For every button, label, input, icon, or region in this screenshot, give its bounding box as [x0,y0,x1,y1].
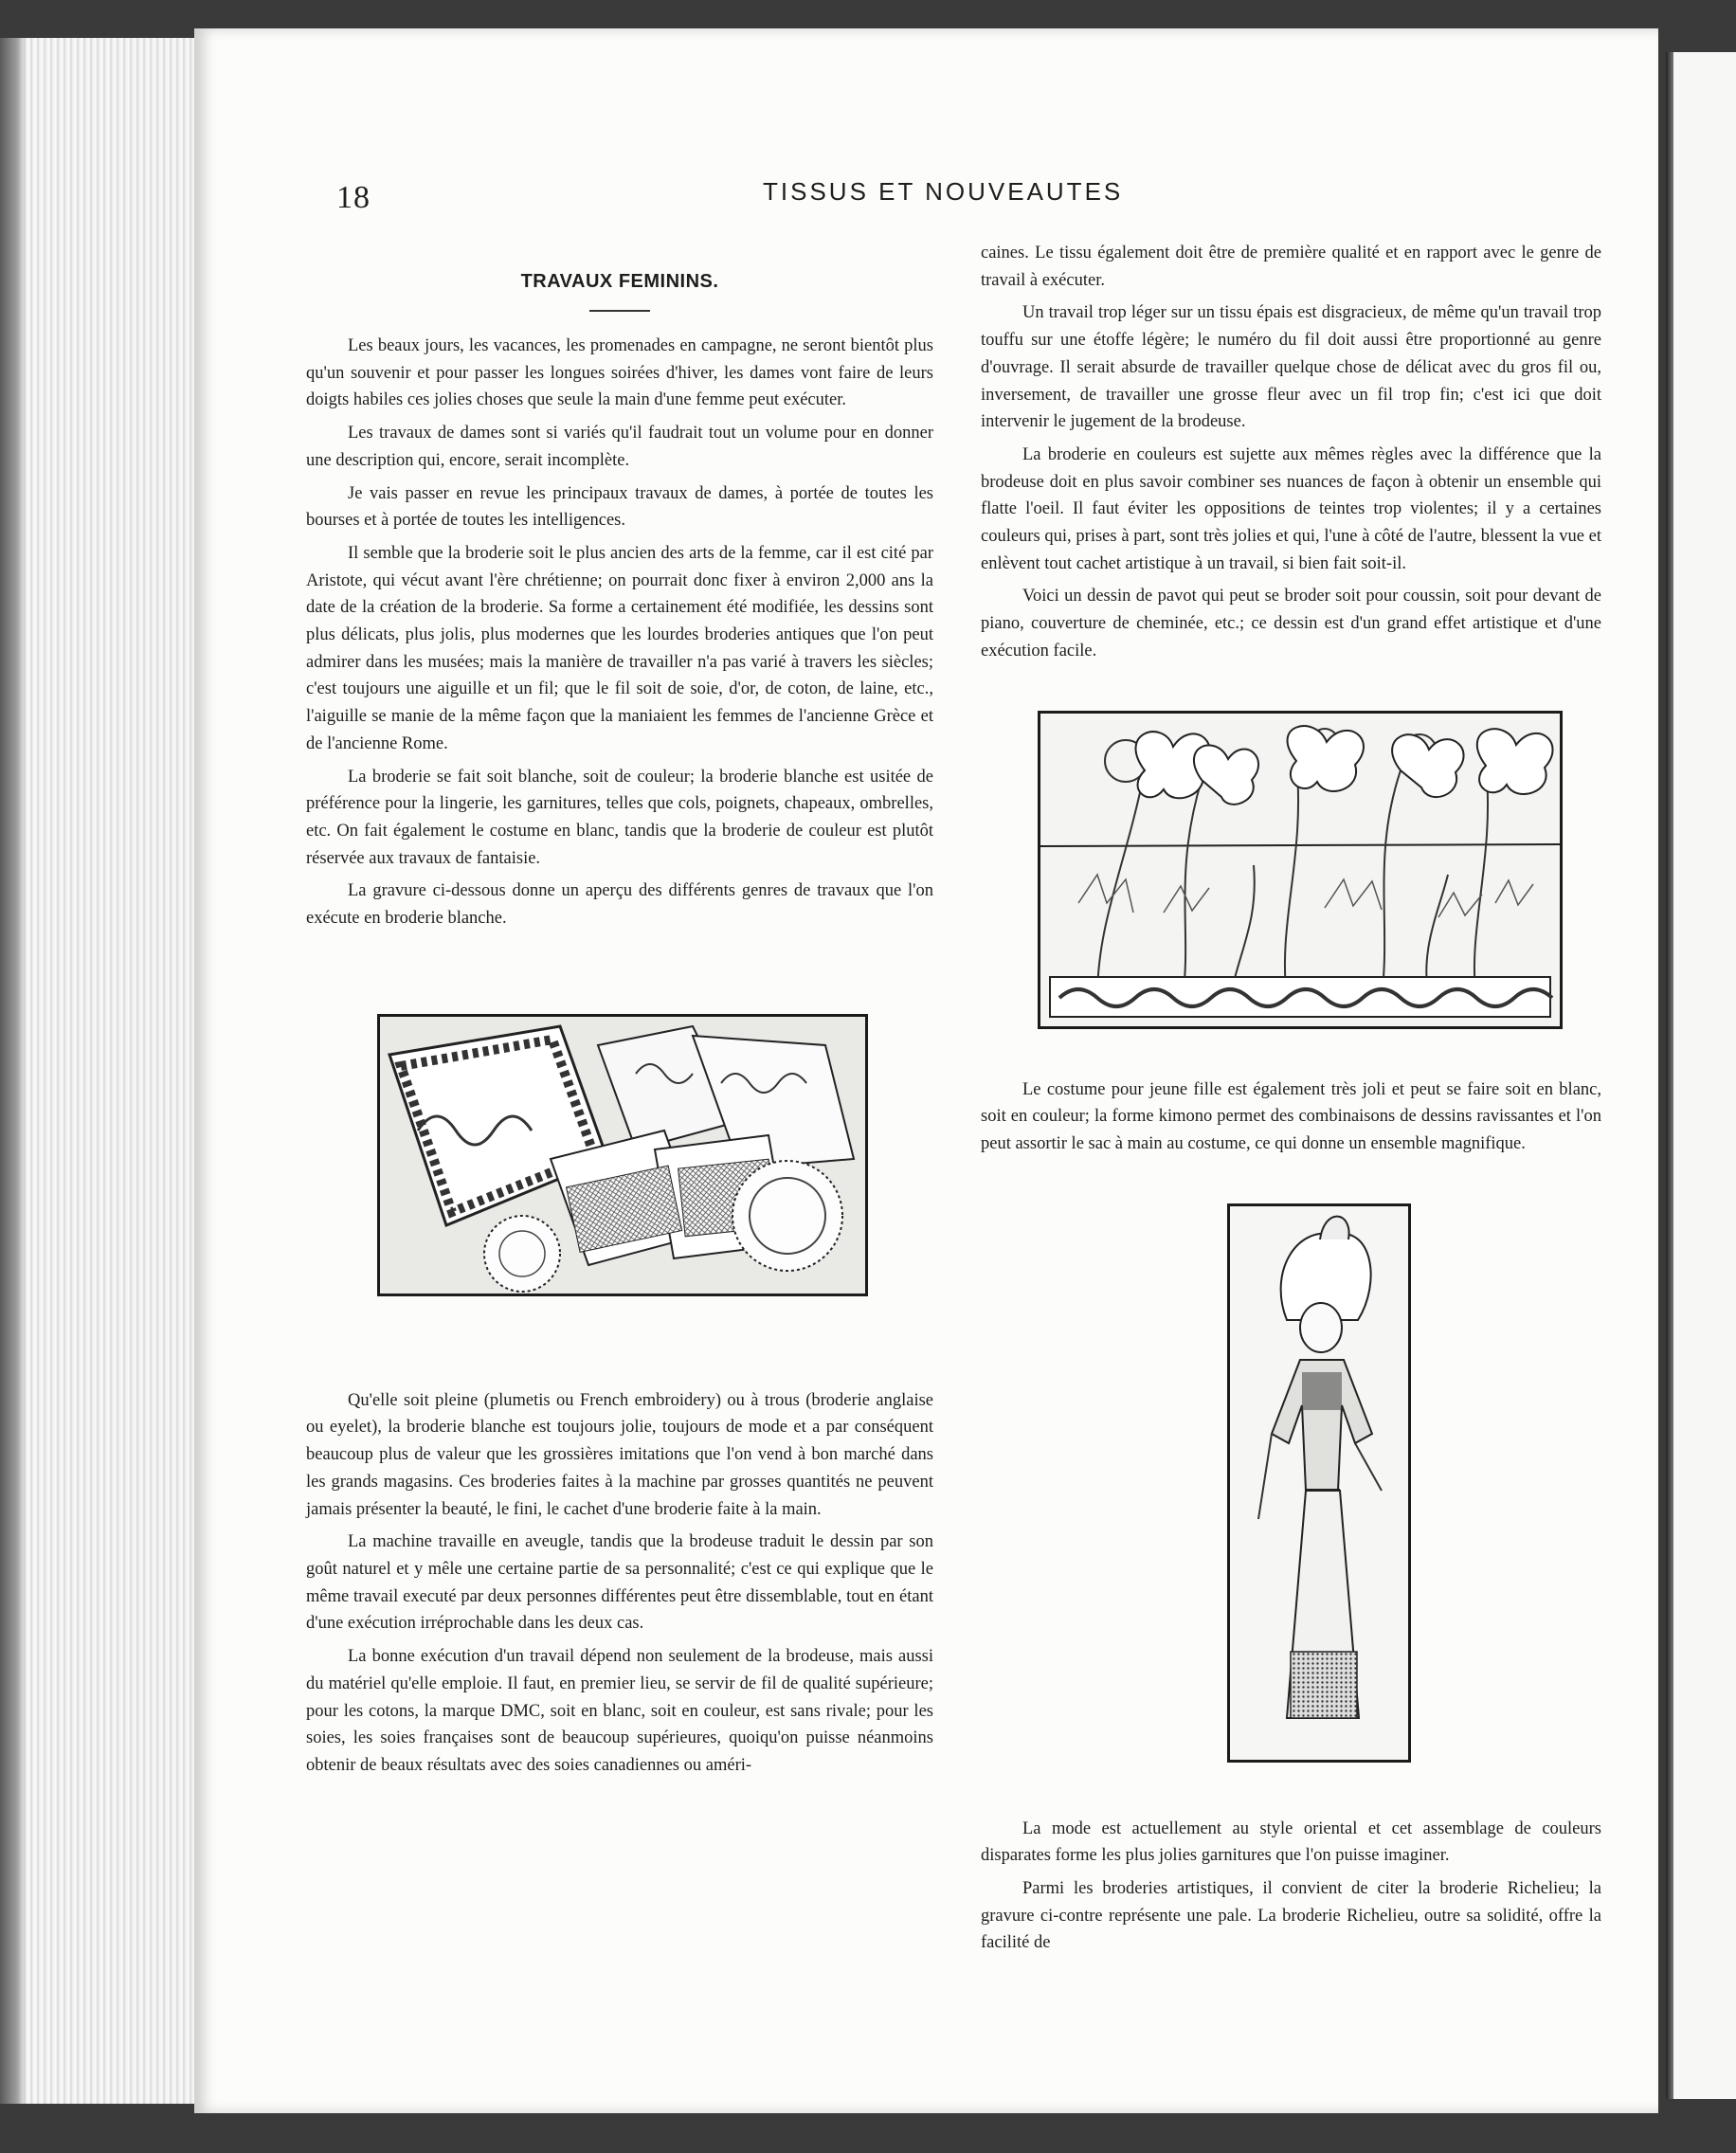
poppy-design-engraving-icon [1038,711,1563,1029]
paragraph: Les travaux de dames sont si variés qu'il faudrait tout un volume pour en donner une description qui, encore, serait incomplète. [306,424,933,470]
right-column [981,240,1601,1963]
paragraph: caines. Le tissu également doit être de première qualité et en rapport avec le genre de travail à exécuter. [981,244,1601,290]
paragraph: Le costume pour jeune fille est également très joli et peut se faire soit en blanc, soit en couleur; la forme kimono permet des combinaisons de dessins ravissantes et l'on peut assortir le sac à main au costume, ce qui donne un ensemble magnifique. [981,1079,1601,1153]
running-head: TISSUS ET NOUVEAUTES [763,177,1124,206]
magazine-page [194,28,1658,2113]
paragraph: La gravure ci-dessous donne un aperçu des différents genres de travaux que l'on exécute en broderie blanche. [306,881,933,929]
paragraph: Un travail trop léger sur un tissu épais est disgracieux, de même qu'un travail trop touffu sur une étoffe légère; le numéro du fil doit aussi être proportionné au genre d'ouvrage. Il serait absurde de travailler quelque chose de délicat avec du gros fil ou, inversement, de travailler une grosse fleur avec un fil trop fin; c'est ici que doit intervenir le jugement de la brodeuse. [981,303,1601,432]
paragraph: La mode est actuellement au style oriental et cet assemblage de couleurs disparates forme les plus jolies garnitures que l'on puisse imaginer. [981,1818,1601,1866]
page-number: 18 [336,180,371,215]
paragraph: Parmi les broderies artistiques, il convient de citer la broderie Richelieu; la gravure ci-contre représente une pale. La broderie Richelieu, outre sa solidité, offre la facilité de [981,1879,1601,1953]
paragraph: Voici un dessin de pavot qui peut se broder soit pour coussin, soit pour devant de piano, couverture de cheminée, etc.; ce dessin est d'un grand effet artistique et d'une exécution facile. [981,587,1601,660]
left-column [306,265,933,1785]
paragraph: La broderie en couleurs est sujette aux mêmes règles avec la différence que la brodeuse doit en plus savoir combiner ses nuances de façon à obtenir un ensemble qui flatte l'oeil. Il faut éviter les oppositions de teintes trop violentes; il y a certaines couleurs qui, prises à part, sont très jolies et qui, l'une à côté de l'autre, blessent la vue et enlèvent tout cachet artistique à un travail, si bien fait soit-il. [981,444,1601,573]
paragraph: La broderie se fait soit blanche, soit de couleur; la broderie blanche est usitée de préférence pour la lingerie, les garnitures, telles que cols, poignets, chapeaux, ombrelles, etc. On fait également le costume en blanc, tandis que la broderie de couleur est plutôt réservée aux travaux de fantaisie. [306,767,933,868]
facing-page-edge [1666,52,1736,2099]
paragraph: Il semble que la broderie soit le plus ancien des arts de la femme, car il est cité par Aristote, qui vécut avant l'ère chrétienne; on pourrait donc fixer à environ 2,000 ans la date de la création de la broderie. Sa forme a certainement été modifiée, les dessins sont plus délicats, plus jolis, plus modernes que les lourdes broderies antiques que l'on peut admirer dans les musées; mais la manière de travailler n'a pas varié à travers les siècles; c'est toujours une aiguille et un fil; que le fil soit de soie, d'or, de coton, de laine, etc., l'aiguille se manie de la même façon que la maniaient les femmes de l'ancienne Grèce et de l'ancienne Rome. [306,543,933,753]
article-title: TRAVAUX FEMININS. [520,271,719,292]
paragraph: La machine travaille en aveugle, tandis que la brodeuse traduit le dessin par son goût naturel et y mêle une certaine partie de sa personnalité; c'est ce qui explique que le même travail executé par deux personnes différentes peut être dissemblable, tout en étant d'une exécution irréprochable dans les deux cas. [306,1532,933,1634]
paragraph: Qu'elle soit pleine (plumetis ou French embroidery) ou à trous (broderie anglaise ou eyelet), la broderie blanche est toujours jolie, toujours de mode et a par conséquent beaucoup plus de valeur que les grossières imitations que l'on vend à bon marché dans les grands magasins. Ces broderies faites à la machine par grosses quantités ne peuvent jamais présenter la beauté, le fini, le cachet d'une broderie faite à la main. [306,1390,933,1519]
white-embroidery-engraving-icon [377,1014,868,1296]
paragraph: Les beaux jours, les vacances, les promenades en campagne, ne seront bientôt plus qu'un souvenir et pour passer les longues soirées d'hiver, les dames vont faire de leurs doigts habiles ces jolies choses que seule la main d'une femme peut exécuter. [306,336,933,410]
kimono-costume-engraving-icon [1227,1203,1411,1763]
book-page-edges [0,38,194,2104]
title-divider [589,310,650,312]
paragraph: La bonne exécution d'un travail dépend non seulement de la brodeuse, mais aussi du matériel qu'elle emploie. Il faut, en premier lieu, se servir de fil de qualité supérieure; pour les cotons, la marque DMC, soit en blanc, soit en couleur, est sans rivale; pour les soies, les soies françaises sont de beaucoup supérieures, quoiqu'on puisse néanmoins obtenir de beaux résultats avec des soies canadiennes ou améri- [306,1647,933,1775]
paragraph: Je vais passer en revue les principaux travaux de dames, à portée de toutes les bourses et à portée de toutes les intelligences. [306,483,933,531]
